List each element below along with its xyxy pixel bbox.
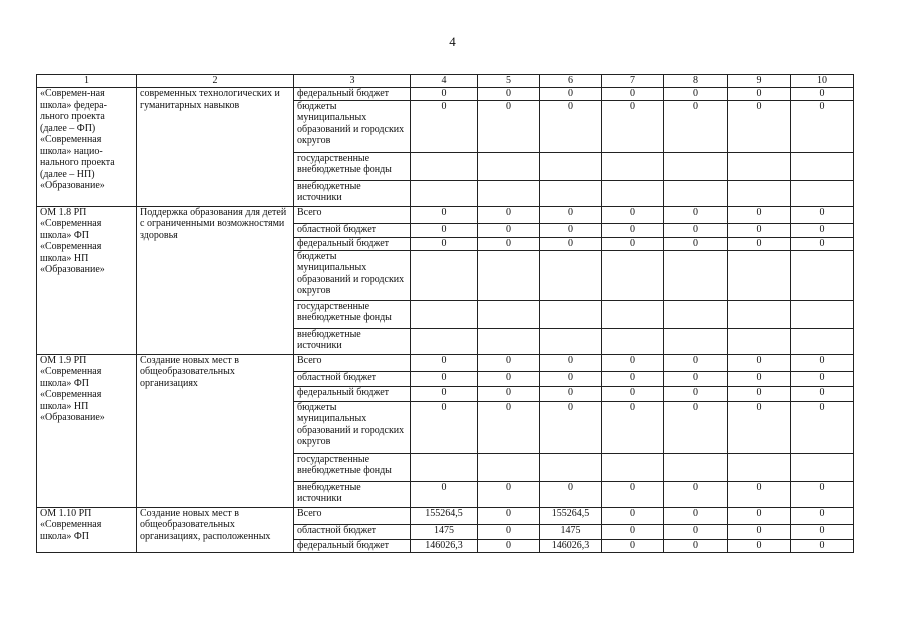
measure-name-cell: Поддержка образования для детей с ограниченными возможностями здоровья (137, 206, 294, 354)
funding-source-cell: бюджеты муниципальных образований и городских округов (294, 401, 411, 453)
value-cell: 0 (602, 401, 664, 453)
column-number-header: 8 (664, 75, 728, 88)
value-cell: 0 (791, 539, 854, 552)
value-cell (728, 250, 791, 300)
column-number-header: 9 (728, 75, 791, 88)
column-number-header: 5 (478, 75, 540, 88)
value-cell (478, 180, 540, 206)
value-cell: 0 (411, 401, 478, 453)
measure-name-cell: Создание новых мест в общеобразовательных организациях, расположенных (137, 507, 294, 552)
measure-cell: «Современ-ная школа» федера-льного проекта (далее – ФП) «Современная школа» нацио-нального проекта (далее – НП) «Образование» (37, 88, 137, 207)
measure-cell: ОМ 1.9 РП «Современная школа» ФП «Современная школа» НП «Образование» (37, 354, 137, 507)
value-cell: 0 (791, 354, 854, 371)
value-cell: 0 (664, 507, 728, 524)
page-number: 4 (449, 34, 456, 49)
value-cell (728, 300, 791, 328)
value-cell: 0 (602, 539, 664, 552)
funding-source-cell: областной бюджет (294, 371, 411, 386)
funding-source-cell: областной бюджет (294, 524, 411, 539)
value-cell: 0 (664, 100, 728, 152)
value-cell: 0 (411, 481, 478, 507)
value-cell: 0 (540, 88, 602, 101)
value-cell: 0 (602, 223, 664, 237)
value-cell: 0 (791, 401, 854, 453)
value-cell: 0 (540, 237, 602, 250)
funding-source-cell: бюджеты муниципальных образований и городских округов (294, 250, 411, 300)
value-cell (411, 250, 478, 300)
value-cell: 0 (728, 206, 791, 223)
value-cell: 0 (791, 524, 854, 539)
value-cell: 0 (602, 386, 664, 401)
value-cell: 0 (478, 237, 540, 250)
value-cell (728, 453, 791, 481)
value-cell (411, 300, 478, 328)
value-cell (664, 180, 728, 206)
funding-source-cell: внебюджетные источники (294, 481, 411, 507)
value-cell (540, 300, 602, 328)
measure-name-cell: современных технологических и гуманитарных навыков (137, 88, 294, 207)
value-cell: 0 (791, 206, 854, 223)
value-cell: 0 (411, 88, 478, 101)
value-cell (664, 300, 728, 328)
value-cell: 0 (540, 371, 602, 386)
value-cell (540, 152, 602, 180)
value-cell: 1475 (411, 524, 478, 539)
value-cell: 0 (791, 223, 854, 237)
value-cell: 0 (478, 401, 540, 453)
value-cell: 0 (664, 539, 728, 552)
value-cell (478, 250, 540, 300)
value-cell: 0 (664, 88, 728, 101)
table-row (37, 354, 854, 371)
table-row (37, 88, 854, 101)
table-row (37, 507, 854, 524)
value-cell (602, 453, 664, 481)
value-cell (411, 453, 478, 481)
value-cell: 0 (602, 524, 664, 539)
value-cell: 0 (664, 223, 728, 237)
value-cell: 155264,5 (411, 507, 478, 524)
measure-cell: ОМ 1.10 РП «Современная школа» ФП (37, 507, 137, 552)
value-cell: 0 (664, 354, 728, 371)
funding-source-cell: федеральный бюджет (294, 237, 411, 250)
value-cell (540, 180, 602, 206)
value-cell: 0 (728, 386, 791, 401)
value-cell (791, 300, 854, 328)
value-cell: 0 (411, 100, 478, 152)
value-cell: 0 (728, 371, 791, 386)
value-cell (791, 180, 854, 206)
value-cell: 0 (478, 371, 540, 386)
value-cell: 0 (602, 481, 664, 507)
value-cell: 0 (602, 507, 664, 524)
value-cell: 0 (728, 88, 791, 101)
funding-source-cell: внебюджетные источники (294, 180, 411, 206)
value-cell: 0 (728, 524, 791, 539)
funding-source-cell: Всего (294, 206, 411, 223)
value-cell: 0 (664, 386, 728, 401)
value-cell: 0 (728, 401, 791, 453)
column-number-header: 2 (137, 75, 294, 88)
value-cell: 0 (478, 386, 540, 401)
value-cell: 0 (791, 386, 854, 401)
value-cell: 146026,3 (540, 539, 602, 552)
value-cell: 0 (478, 481, 540, 507)
value-cell: 1475 (540, 524, 602, 539)
funding-source-cell: государственные внебюджетные фонды (294, 300, 411, 328)
funding-source-cell: бюджеты муниципальных образований и городских округов (294, 100, 411, 152)
value-cell: 0 (664, 371, 728, 386)
value-cell (791, 152, 854, 180)
value-cell (540, 328, 602, 354)
value-cell (728, 180, 791, 206)
funding-source-cell: государственные внебюджетные фонды (294, 152, 411, 180)
value-cell (411, 152, 478, 180)
funding-source-cell: федеральный бюджет (294, 386, 411, 401)
column-number-row (37, 75, 854, 88)
budget-table (36, 74, 854, 553)
value-cell (664, 453, 728, 481)
value-cell: 0 (411, 206, 478, 223)
value-cell: 0 (411, 223, 478, 237)
value-cell: 0 (540, 223, 602, 237)
value-cell: 0 (602, 371, 664, 386)
value-cell: 0 (540, 100, 602, 152)
value-cell (602, 328, 664, 354)
value-cell (602, 152, 664, 180)
table-row (37, 206, 854, 223)
value-cell: 0 (602, 354, 664, 371)
value-cell: 155264,5 (540, 507, 602, 524)
value-cell: 0 (411, 386, 478, 401)
column-number-header: 4 (411, 75, 478, 88)
value-cell (664, 152, 728, 180)
value-cell: 0 (728, 237, 791, 250)
column-number-header: 3 (294, 75, 411, 88)
value-cell (478, 328, 540, 354)
value-cell: 0 (728, 354, 791, 371)
funding-source-cell: внебюджетные источники (294, 328, 411, 354)
value-cell (478, 453, 540, 481)
value-cell: 0 (478, 507, 540, 524)
value-cell: 0 (602, 206, 664, 223)
value-cell: 0 (664, 481, 728, 507)
funding-source-cell: Всего (294, 507, 411, 524)
measure-cell: ОМ 1.8 РП «Современная школа» ФП «Современная школа» НП «Образование» (37, 206, 137, 354)
value-cell (791, 250, 854, 300)
value-cell: 0 (728, 223, 791, 237)
value-cell: 0 (478, 524, 540, 539)
value-cell: 0 (478, 100, 540, 152)
value-cell: 0 (791, 100, 854, 152)
value-cell: 0 (791, 481, 854, 507)
value-cell (664, 328, 728, 354)
value-cell: 0 (411, 354, 478, 371)
value-cell: 0 (478, 206, 540, 223)
value-cell: 0 (602, 100, 664, 152)
value-cell: 146026,3 (411, 539, 478, 552)
value-cell: 0 (411, 371, 478, 386)
value-cell: 0 (664, 206, 728, 223)
value-cell: 0 (791, 371, 854, 386)
value-cell: 0 (602, 88, 664, 101)
funding-source-cell: федеральный бюджет (294, 88, 411, 101)
value-cell: 0 (540, 481, 602, 507)
funding-source-cell: Всего (294, 354, 411, 371)
value-cell: 0 (602, 237, 664, 250)
value-cell (411, 180, 478, 206)
value-cell (602, 250, 664, 300)
value-cell: 0 (791, 88, 854, 101)
funding-source-cell: областной бюджет (294, 223, 411, 237)
value-cell: 0 (728, 507, 791, 524)
value-cell (664, 250, 728, 300)
value-cell (478, 300, 540, 328)
value-cell: 0 (664, 401, 728, 453)
value-cell: 0 (791, 237, 854, 250)
value-cell: 0 (664, 237, 728, 250)
value-cell: 0 (540, 401, 602, 453)
funding-source-cell: государственные внебюджетные фонды (294, 453, 411, 481)
value-cell: 0 (540, 206, 602, 223)
value-cell: 0 (478, 88, 540, 101)
funding-source-cell: федеральный бюджет (294, 539, 411, 552)
value-cell: 0 (728, 481, 791, 507)
column-number-header: 10 (791, 75, 854, 88)
value-cell (602, 180, 664, 206)
value-cell (478, 152, 540, 180)
column-number-header: 7 (602, 75, 664, 88)
value-cell (791, 453, 854, 481)
value-cell: 0 (728, 539, 791, 552)
value-cell: 0 (540, 354, 602, 371)
value-cell (540, 250, 602, 300)
value-cell: 0 (478, 354, 540, 371)
column-number-header: 1 (37, 75, 137, 88)
value-cell: 0 (540, 386, 602, 401)
value-cell: 0 (728, 100, 791, 152)
measure-name-cell: Создание новых мест в общеобразовательных организациях (137, 354, 294, 507)
value-cell (411, 328, 478, 354)
value-cell (540, 453, 602, 481)
value-cell (728, 328, 791, 354)
value-cell (791, 328, 854, 354)
value-cell: 0 (664, 524, 728, 539)
value-cell: 0 (478, 539, 540, 552)
value-cell: 0 (411, 237, 478, 250)
column-number-header: 6 (540, 75, 602, 88)
value-cell (728, 152, 791, 180)
value-cell (602, 300, 664, 328)
value-cell: 0 (791, 507, 854, 524)
value-cell: 0 (478, 223, 540, 237)
